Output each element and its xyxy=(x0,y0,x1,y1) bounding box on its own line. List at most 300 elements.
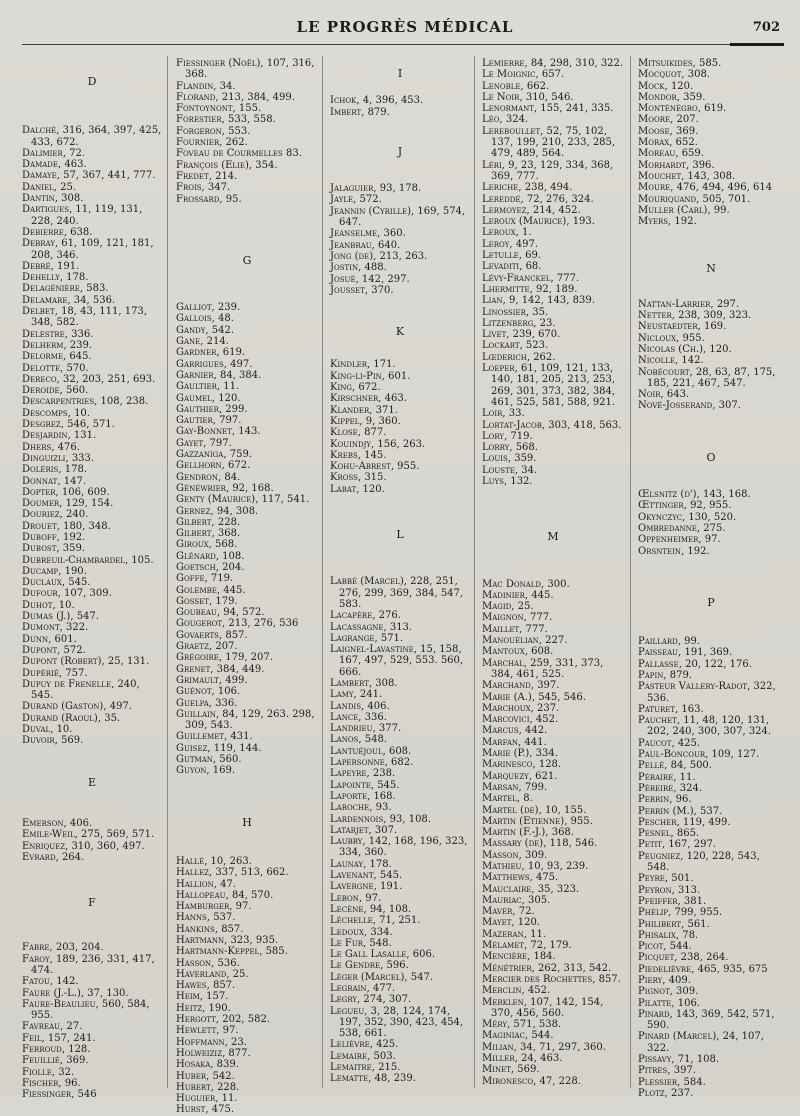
index-entry: Frois, 347. xyxy=(176,182,231,194)
index-entry: Guisez, 119, 144. xyxy=(176,742,262,754)
section-letter: M xyxy=(547,530,559,544)
index-entry: Ferroud, 128. xyxy=(22,1044,91,1056)
index-entry: Jayle, 572. xyxy=(330,194,382,206)
index-entry: Nové-Josserand, 307. xyxy=(638,400,741,412)
index-entry: Grenet, 384, 449. xyxy=(176,663,265,675)
index-entry: Phélip, 799, 955. xyxy=(638,907,723,919)
index-entry: Heitz, 190. xyxy=(176,1002,231,1014)
index-entry: Muller (Carl), 99. xyxy=(638,204,730,216)
index-entry: Monténégro, 619. xyxy=(638,103,727,115)
index-entry: Huber, 542. xyxy=(176,1070,235,1082)
index-entry: Gilbert, 228. xyxy=(176,516,241,528)
index-entry: Lardennois, 93, 108. xyxy=(330,813,431,825)
index-entry: Perrin, 96. xyxy=(638,794,692,806)
index-entry: Gellhorn, 672. xyxy=(176,460,251,472)
index-entry: Morax, 652. xyxy=(638,137,698,149)
index-entry: Durand (Raoul), 35. xyxy=(22,712,121,724)
index-entry: Marinesco, 128. xyxy=(482,759,562,771)
header-rule xyxy=(22,44,784,45)
index-entry: Jousset, 370. xyxy=(330,284,394,296)
index-entry: Florand, 213, 384, 499. xyxy=(176,91,295,103)
index-entry: Emerson, 406. xyxy=(22,817,93,829)
index-entry: Gutman, 560. xyxy=(176,754,242,766)
column-divider xyxy=(630,56,631,1088)
index-entry: Manouélian, 227. xyxy=(482,635,568,647)
index-entry: Imbert, 879. xyxy=(330,106,390,118)
index-entry: Pesnel, 865. xyxy=(638,828,700,840)
index-entry: Lanos, 548. xyxy=(330,734,387,746)
index-entry: Forestier, 533, 558. xyxy=(176,114,276,126)
index-column-3 xyxy=(330,58,470,1085)
index-entry: Hewlett, 97. xyxy=(176,1025,239,1037)
index-entry: Duvoir, 569. xyxy=(22,735,84,747)
index-entry: Labbé (Marcel), 228, 251, 276, 299, 369, 384, 547, 583. xyxy=(330,576,464,610)
index-entry: Mencière, 184. xyxy=(482,951,556,963)
index-entry: Marchal, 259, 331, 373, 384, 461, 525. xyxy=(482,657,604,680)
index-entry: Kirschner, 463. xyxy=(330,393,407,405)
index-entry: Launay, 178. xyxy=(330,858,392,870)
index-entry: Dunn, 601. xyxy=(22,633,77,645)
index-entry: Moreau, 659. xyxy=(638,148,704,160)
section-letter: H xyxy=(242,815,252,829)
index-entry: Lacapère, 276. xyxy=(330,610,401,622)
index-entry: Mauclaire, 35, 323. xyxy=(482,883,580,895)
index-entry: Miller, 24, 463. xyxy=(482,1053,563,1065)
index-entry: Guénot, 106. xyxy=(176,686,241,698)
index-entry: Péreire, 324. xyxy=(638,782,703,794)
index-entry: Dinguizli, 333. xyxy=(22,452,95,464)
index-entry: Moore, 207. xyxy=(638,114,699,126)
index-entry: Garrigues, 497. xyxy=(176,358,253,370)
index-entry: Kohu-Abrest, 955. xyxy=(330,461,420,473)
index-entry: Martel, 8. xyxy=(482,793,533,805)
index-entry: Haverland, 25. xyxy=(176,968,249,980)
index-entry: Marquezy, 621. xyxy=(482,770,558,782)
index-entry: Gaultier, 11. xyxy=(176,381,240,393)
running-title: LE PROGRÈS MÉDICAL xyxy=(296,18,514,36)
index-entry: Le Moignic, 657. xyxy=(482,69,565,81)
index-entry: Paul-Boncour, 109, 127. xyxy=(638,749,760,761)
index-entry: Moose, 369. xyxy=(638,125,699,137)
index-entry: Dupont, 572. xyxy=(22,644,86,656)
index-entry: Klander, 371. xyxy=(330,404,398,416)
index-entry: Marchand, 397. xyxy=(482,680,560,692)
index-entry: Leriche, 238, 494. xyxy=(482,182,573,194)
index-entry: Gosset, 179. xyxy=(176,595,238,607)
index-entry: Milian, 34, 71, 297, 360. xyxy=(482,1041,606,1053)
index-entry: Massary (de), 118, 546. xyxy=(482,838,598,850)
index-entry: Hosaka, 839. xyxy=(176,1059,239,1071)
index-entry: Landis, 406. xyxy=(330,700,390,712)
index-entry: Ichok, 4, 396, 453. xyxy=(330,95,424,107)
index-entry: Merklen, 107, 142, 154, 370, 456, 560. xyxy=(482,996,604,1019)
index-entry: Gallois, 48. xyxy=(176,313,234,325)
index-entry: Guyon, 169. xyxy=(176,765,236,777)
index-entry: Pinard (Marcel), 24, 107, 322. xyxy=(638,1031,764,1054)
index-entry: Lory, 719. xyxy=(482,430,533,442)
index-entry: Mélamet, 72, 179. xyxy=(482,940,572,952)
index-entry: Foveau de Courmelles 83. xyxy=(176,148,302,160)
index-entry: Nattan-Larrier, 297. xyxy=(638,298,740,310)
index-entry: Gauthier, 299. xyxy=(176,403,248,415)
index-entry: Le Gendre, 596. xyxy=(330,960,409,972)
index-entry: Forgeron, 553. xyxy=(176,125,251,137)
index-entry: Dhers, 476. xyxy=(22,441,80,453)
index-entry: Peyron, 313. xyxy=(638,884,701,896)
index-entry: Lermoyez, 214, 452. xyxy=(482,204,581,216)
index-entry: Feil, 157, 241. xyxy=(22,1032,96,1044)
index-column-2 xyxy=(176,58,318,1116)
index-entry: Marie (P.), 334. xyxy=(482,748,558,760)
index-entry: Lantuéjoul, 608. xyxy=(330,745,412,757)
column-divider xyxy=(167,56,168,1088)
index-entry: Maillet, 777. xyxy=(482,623,548,635)
index-entry: Livet, 239, 670. xyxy=(482,329,561,341)
index-entry: Le Noir, 310, 546. xyxy=(482,91,574,103)
index-entry: Nobécourt, 28, 63, 87, 175, 185, 221, 467, 547. xyxy=(638,366,776,389)
index-entry: Jalaguier, 93, 178. xyxy=(330,183,422,195)
index-entry: Legrain, 477. xyxy=(330,983,396,994)
index-entry: Louste, 34. xyxy=(482,464,538,476)
index-entry: Litzenberg, 23. xyxy=(482,317,556,329)
index-entry: Mac Donald, 300. xyxy=(482,578,570,590)
index-entry: Jeanbrau, 640. xyxy=(330,239,401,251)
index-entry: Le Fur, 548. xyxy=(330,937,392,949)
column-divider xyxy=(322,56,323,1088)
index-entry: Oppenheimer, 97. xyxy=(638,534,721,546)
index-entry: Léchelle, 71, 251. xyxy=(330,915,421,927)
index-entry: Lemaitre, 215. xyxy=(330,1062,401,1074)
index-entry: Dupérié, 757. xyxy=(22,667,88,679)
column-divider xyxy=(474,56,475,1088)
index-entry: Hasson, 536. xyxy=(176,957,240,969)
index-entry: Jostin, 488. xyxy=(330,262,387,274)
index-entry: Letulle, 69. xyxy=(482,250,542,262)
index-entry: Klose, 877. xyxy=(330,427,387,439)
section-letter: J xyxy=(397,144,403,158)
index-entry: Neustaedter, 169. xyxy=(638,321,727,333)
index-entry: Le Gall Lasalle, 606. xyxy=(330,949,436,961)
index-entry: Fischer, 96. xyxy=(22,1077,81,1089)
index-entry: Guillemet, 431. xyxy=(176,731,253,743)
index-entry: Marcus, 442. xyxy=(482,725,548,737)
header-rule-accent xyxy=(730,43,784,46)
index-entry: Pescher, 119, 499. xyxy=(638,816,731,828)
index-entry: Paturet, 163. xyxy=(638,703,704,715)
index-entry: Durand (Gaston), 497. xyxy=(22,701,132,713)
index-entry: François (Elie), 354. xyxy=(176,159,278,171)
index-entry: Laporte, 168. xyxy=(330,790,396,802)
index-entry: Hamburger, 97. xyxy=(176,901,252,913)
index-entry: Lematte, 48, 239. xyxy=(330,1073,416,1085)
index-entry: Gernez, 94, 308. xyxy=(176,505,259,517)
index-entry: Leroux (Maurice), 193. xyxy=(482,216,595,228)
index-entry: Mauriac, 305. xyxy=(482,894,551,906)
index-entry: Kouindjy, 156, 263. xyxy=(330,438,426,450)
index-entry: Hurst, 475. xyxy=(176,1104,234,1116)
index-entry: Damade, 463. xyxy=(22,159,87,171)
index-entry: Merclin, 452. xyxy=(482,985,551,997)
index-entry: Pignot, 309. xyxy=(638,986,699,998)
index-entry: Hallez, 337, 513, 662. xyxy=(176,867,289,879)
index-entry: Mouchet, 143, 308. xyxy=(638,170,736,182)
index-entry: Magid, 25. xyxy=(482,601,534,613)
index-entry: Deroide, 560. xyxy=(22,385,89,397)
index-entry: Lœderich, 262. xyxy=(482,351,556,363)
index-entry: Noir, 643. xyxy=(638,389,690,401)
index-entry: Kindler, 171. xyxy=(330,359,396,371)
index-entry: Delamare, 34, 536. xyxy=(22,294,116,306)
index-entry: Petit, 167, 297. xyxy=(638,839,717,851)
index-entry: Hankins, 857. xyxy=(176,923,244,935)
index-entry: Evrard, 264. xyxy=(22,851,85,863)
page-header xyxy=(20,18,790,44)
index-entry: Lance, 336. xyxy=(330,711,387,723)
index-entry: Masson, 309. xyxy=(482,849,548,861)
index-entry: Jeannin (Cyrille), 169, 574, 647. xyxy=(330,205,466,229)
index-entry: Garnier, 84, 384. xyxy=(176,369,262,381)
index-entry: Douriez, 240. xyxy=(22,509,89,521)
index-entry: Hubert, 228. xyxy=(176,1081,240,1093)
index-entry: Duclaux, 545. xyxy=(22,577,91,589)
index-entry: Marfan, 441. xyxy=(482,736,547,748)
index-entry: Lavergne, 191. xyxy=(330,881,403,893)
index-entry: Grimault, 499. xyxy=(176,674,248,686)
section-letter: G xyxy=(242,253,252,267)
index-entry: Jong (de), 213, 263. xyxy=(330,250,428,262)
index-entry: Heim, 157. xyxy=(176,991,229,1003)
index-entry: Josué, 142, 297. xyxy=(330,273,410,285)
index-entry: Lambert, 308. xyxy=(330,677,398,689)
index-entry: Hallion, 47. xyxy=(176,878,236,890)
index-entry: Moure, 476, 494, 496, 614 xyxy=(638,182,773,194)
index-entry: Faure (J.-L.), 37, 130. xyxy=(22,987,129,999)
index-entry: King-li-Pin, 601. xyxy=(330,370,411,382)
index-entry: Pallasse, 20, 122, 176. xyxy=(638,658,752,670)
index-entry: Marcovici, 452. xyxy=(482,714,559,726)
index-entry: Myers, 192. xyxy=(638,216,697,228)
index-entry: Hallé, 10, 263. xyxy=(176,855,252,867)
index-entry: Mocquot, 308. xyxy=(638,69,711,81)
index-entry: Mazeran, 11. xyxy=(482,928,546,940)
index-entry: Maver, 72. xyxy=(482,906,535,918)
index-entry: Phisalix, 78. xyxy=(638,929,699,941)
index-entry: Lereboullet, 52, 75, 102, 137, 199, 210, 233, 285, 479, 489, 564. xyxy=(482,125,616,160)
index-entry: Desgrez, 546, 571. xyxy=(22,419,115,431)
index-entry: Léri, 9, 23, 129, 334, 368, 369, 777. xyxy=(482,159,614,182)
index-entry: Peugniez, 120, 228, 543, 548. xyxy=(638,850,760,874)
index-entry: Ombredanne, 275. xyxy=(638,522,726,534)
index-entry: Pissavy, 71, 108. xyxy=(638,1054,720,1066)
index-entry: Gautier, 797. xyxy=(176,415,242,427)
index-entry: Gendron, 84. xyxy=(176,471,241,483)
index-entry: Orsntein, 192. xyxy=(638,545,710,557)
index-entry: Morhardt, 396. xyxy=(638,159,715,171)
index-entry: Lemaire, 503. xyxy=(330,1050,396,1062)
index-entry: Lavenant, 545. xyxy=(330,870,403,882)
index-entry: Pfeiffer, 381. xyxy=(638,895,707,907)
index-entry: Mayet, 120. xyxy=(482,917,541,929)
index-entry: Mock, 120. xyxy=(638,80,694,92)
index-entry: Fiessinger, 546 xyxy=(22,1089,97,1101)
index-entry: Œttinger, 92, 955. xyxy=(638,500,732,512)
index-entry: Delotte, 570. xyxy=(22,362,89,374)
index-entry: Galliot, 239. xyxy=(176,302,241,314)
index-entry: Debierre, 638. xyxy=(22,226,93,238)
index-entry: Linossier, 35. xyxy=(482,306,549,318)
index-entry: Ménétrier, 262, 313, 542. xyxy=(482,962,612,974)
index-entry: Dumont, 322. xyxy=(22,622,89,634)
index-entry: Emile-Weil, 275, 569, 571. xyxy=(22,829,155,841)
index-entry: Lapeyre, 238. xyxy=(330,768,396,780)
index-column-1 xyxy=(22,58,162,1101)
index-entry: Pinard, 143, 369, 542, 571, 590. xyxy=(638,1008,775,1032)
index-entry: Delbet, 18, 43, 111, 173, 348, 582. xyxy=(22,306,147,329)
index-entry: Frossard, 95. xyxy=(176,193,242,205)
index-entry: Marsan, 799. xyxy=(482,781,548,793)
index-entry: Fatou, 142. xyxy=(22,976,79,988)
index-entry: Labat, 120. xyxy=(330,483,385,495)
index-entry: Mondor, 359. xyxy=(638,91,706,103)
index-entry: Dopter, 106, 609. xyxy=(22,486,110,498)
index-entry: Martin (Etienne), 955. xyxy=(482,815,593,827)
index-entry: Fredet, 214. xyxy=(176,170,238,182)
index-entry: Debré, 191. xyxy=(22,260,80,272)
index-entry: Œlsnitz (d'), 143, 168. xyxy=(638,489,751,501)
index-entry: Lacassagne, 313. xyxy=(330,621,413,633)
index-entry: Philibert, 561. xyxy=(638,918,710,930)
index-entry: Minet, 569. xyxy=(482,1064,540,1076)
section-letter: F xyxy=(88,896,96,910)
index-entry: Delorme, 645. xyxy=(22,351,92,363)
section-letter: D xyxy=(87,75,97,88)
index-entry: Guillain, 84, 129, 263. 298, 309, 543. xyxy=(176,708,315,732)
index-entry: Gandy, 542. xyxy=(176,324,235,336)
index-entry: Dalimier, 72. xyxy=(22,147,86,159)
index-entry: Fiessinger (Noël), 107, 316, 368. xyxy=(176,58,315,81)
index-entry: Laignel-Lavastine, 15, 158, 167, 497, 529, 553. 560, 666. xyxy=(330,644,464,678)
index-entry: Daniel, 25. xyxy=(22,181,77,193)
section-letter: E xyxy=(87,775,97,789)
index-entry: Duhot, 10. xyxy=(22,599,75,611)
index-entry: Gilbert, 368. xyxy=(176,528,241,540)
index-entry: Kippel, 9, 360. xyxy=(330,415,401,427)
index-entry: Madinier, 445. xyxy=(482,589,554,601)
index-entry: Loir, 33. xyxy=(482,408,525,420)
index-entry: Maginiac, 544. xyxy=(482,1030,554,1042)
index-column-4 xyxy=(482,58,624,1087)
index-entry: Dubreuil-Chambardel, 105. xyxy=(22,554,154,566)
index-entry: Nicloux, 955. xyxy=(638,332,705,344)
index-entry: Laubry, 142, 168, 196, 323, 334, 360. xyxy=(330,836,468,859)
index-entry: Pauchet, 11, 48, 120, 131, 202, 240, 300, 307, 324. xyxy=(638,715,772,738)
index-entry: Dantin, 308. xyxy=(22,193,84,205)
index-entry: Lecène, 94, 108. xyxy=(330,903,412,915)
index-entry: Matthews, 475. xyxy=(482,872,559,884)
index-entry: Léo, 324. xyxy=(482,114,529,126)
index-entry: Doléris, 178. xyxy=(22,464,87,476)
index-entry: Péraire, 11. xyxy=(638,771,696,783)
index-entry: Pasteur Vallery-Radot, 322, 536. xyxy=(638,681,776,704)
index-entry: Feuillié, 369. xyxy=(22,1055,89,1067)
index-entry: Mironesco, 47, 228. xyxy=(482,1075,581,1087)
index-entry: Faroy, 189, 236, 331, 417, 474. xyxy=(22,953,155,976)
index-entry: Pellé, 84, 500. xyxy=(638,760,712,772)
index-entry: Levaditi, 68. xyxy=(482,261,542,273)
section-letter: I xyxy=(397,67,403,80)
index-entry: Paucot, 425. xyxy=(638,737,701,749)
index-entry: Marchoux, 237. xyxy=(482,702,560,714)
index-entry: Descomps, 10. xyxy=(22,407,90,419)
index-entry: Dartigues, 11, 119, 131, 228, 240. xyxy=(22,204,143,227)
index-entry: Lelièvre, 425. xyxy=(330,1039,399,1051)
index-entry: Huguier, 11. xyxy=(176,1093,238,1105)
index-entry: Flandin, 34. xyxy=(176,80,236,92)
index-entry: Luys, 132. xyxy=(482,475,533,487)
index-entry: Netter, 238, 309, 323. xyxy=(638,310,752,322)
index-entry: Marie (A.), 545, 546. xyxy=(482,691,586,703)
index-entry: Lapointe, 545. xyxy=(330,779,400,791)
index-entry: Leroux, 1. xyxy=(482,227,532,239)
index-entry: Lévy-Franckel, 777. xyxy=(482,272,580,284)
index-entry: Hoffmann, 23. xyxy=(176,1036,247,1048)
index-entry: Lemierre, 84, 298, 310, 322. xyxy=(482,58,624,69)
index-entry: Lorry, 568. xyxy=(482,442,538,454)
index-entry: Nicolle, 142. xyxy=(638,355,704,367)
index-entry: Pitres, 397. xyxy=(638,1065,696,1077)
index-entry: Ducamp, 190. xyxy=(22,565,87,577)
section-letter: P xyxy=(707,595,715,609)
section-letter: L xyxy=(396,528,404,542)
index-entry: Guelpa, 336. xyxy=(176,697,238,709)
index-entry: Latarjet, 307. xyxy=(330,824,398,836)
index-entry: Goubeau, 94, 572. xyxy=(176,607,265,619)
index-entry: Loeper, 61, 109, 121, 133, 140, 181, 205, 213, 253, 269, 301, 373, 382, 384, 461, 525, 581, 588, 921. xyxy=(482,363,616,408)
index-entry: Fournier, 262. xyxy=(176,137,248,149)
index-entry: Graetz, 207. xyxy=(176,641,238,653)
index-entry: Piedelièvre, 465, 935, 675 xyxy=(638,963,768,975)
index-entry: Leroy, 497. xyxy=(482,238,539,250)
index-entry: Glénard, 108. xyxy=(176,550,245,562)
index-entry: Méry, 571, 538. xyxy=(482,1019,562,1031)
index-entry: Grégoire, 179, 207. xyxy=(176,652,273,664)
index-entry: Duval, 10. xyxy=(22,724,73,736)
index-entry: Delherm, 239. xyxy=(22,339,93,351)
index-entry: Landrieu, 377. xyxy=(330,723,402,735)
index-entry: Hallopeau, 84, 570. xyxy=(176,889,274,901)
index-entry: Mitsuikides, 585. xyxy=(638,58,722,69)
index-entry: Picot, 544. xyxy=(638,941,692,953)
index-entry: Plessier, 584. xyxy=(638,1076,706,1088)
index-entry: Dumas (J.), 547. xyxy=(22,611,99,623)
index-entry: Paisseau, 191, 369. xyxy=(638,647,733,659)
index-entry: Léger (Marcel), 547. xyxy=(330,971,434,983)
index-entry: Gardner, 619. xyxy=(176,347,246,359)
index-entry: Lebon, 97. xyxy=(330,892,382,904)
index-entry: Lapersonne, 682. xyxy=(330,757,414,769)
index-entry: Drouet, 180, 348. xyxy=(22,520,111,532)
index-entry: Jeanselme, 360. xyxy=(330,228,406,240)
index-entry: Lagrange, 571. xyxy=(330,632,404,644)
index-entry: Lenoble, 662. xyxy=(482,80,550,92)
index-entry: Lortat-Jacob, 303, 418, 563. xyxy=(482,419,622,431)
index-entry: Golembe, 445. xyxy=(176,584,246,596)
index-entry: Donnat, 147. xyxy=(22,475,86,487)
index-entry: Kross, 315. xyxy=(330,472,387,484)
index-entry: Fabre, 203, 204. xyxy=(22,942,104,954)
index-entry: Lockart, 523. xyxy=(482,340,549,352)
index-entry: Hawes, 857. xyxy=(176,980,236,992)
